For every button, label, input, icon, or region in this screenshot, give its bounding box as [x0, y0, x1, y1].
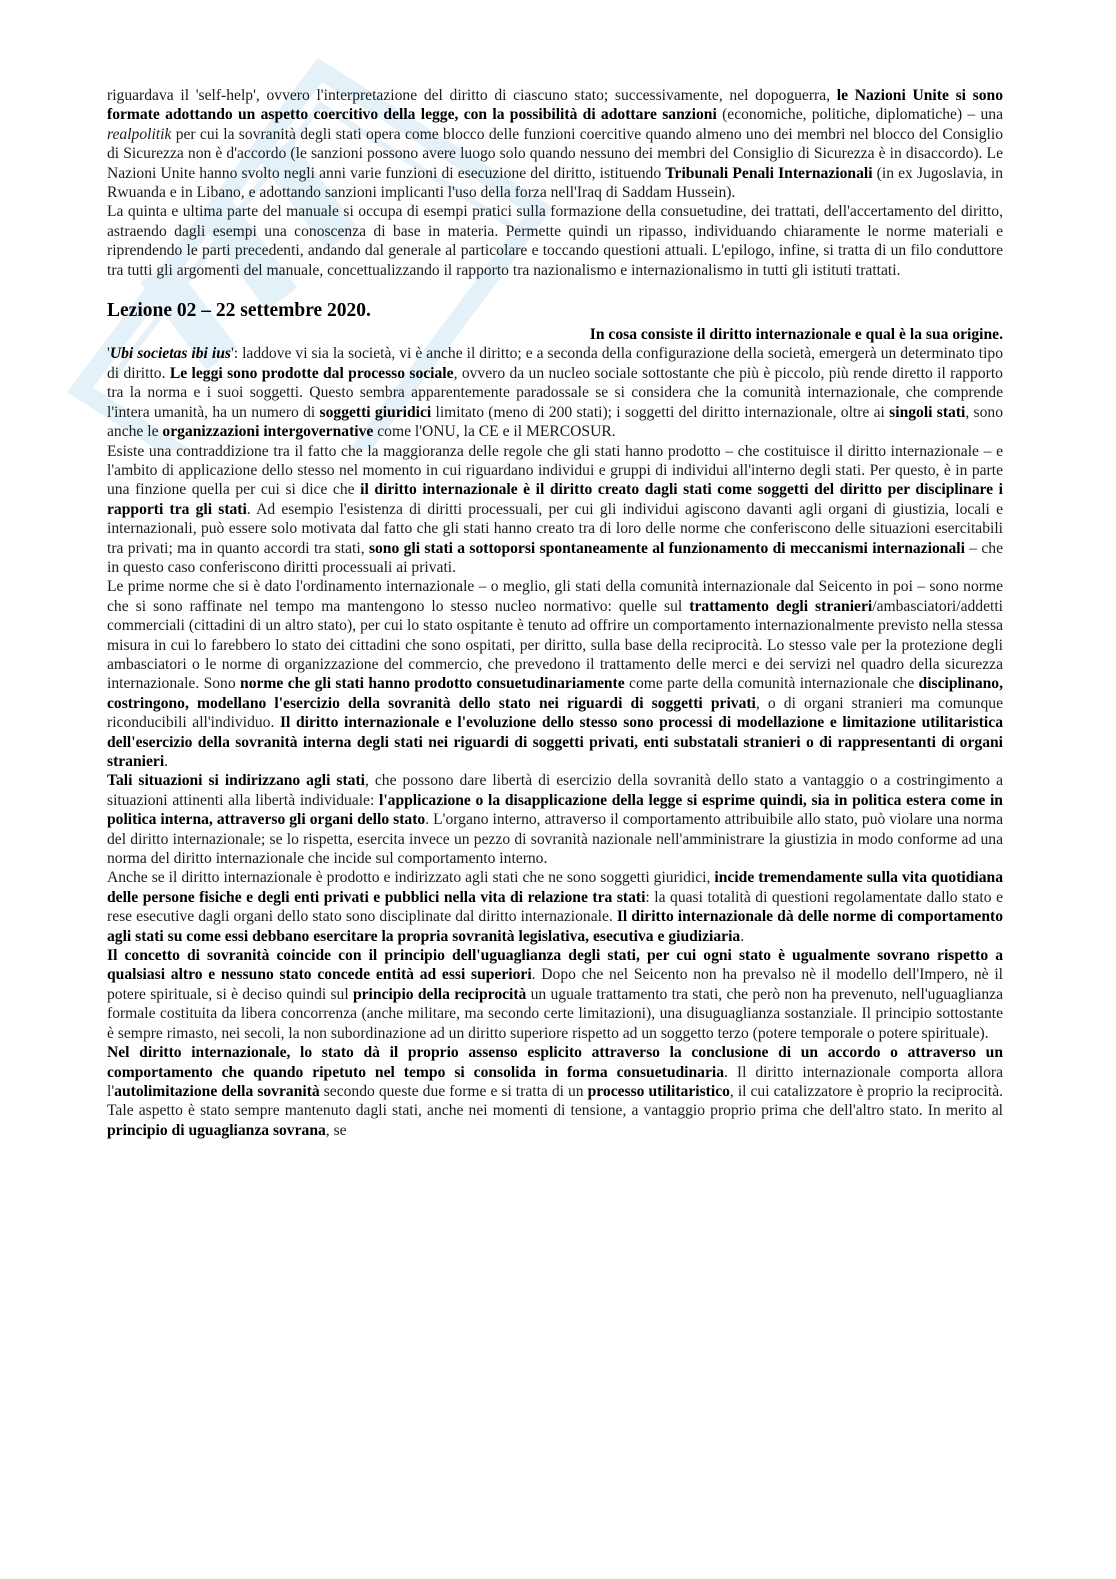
text-run: , sono anche le — [107, 403, 1004, 441]
bold-text: incide tremendamente sulla vita quotidiana delle persone fisiche e degli enti privati e pubblici nella vita di relazione tra stati — [107, 869, 1003, 906]
text-run: Anche se il diritto internazionale è prodotto e indirizzato agli stati che ne sono soggetti giuridici, — [107, 869, 715, 887]
text-run: per cui la sovranità degli stati opera come blocco delle funzioni coercitive quando almeno uno dei membri nel blocco del Consiglio di Sicurezza non è d'accordo (le sanzioni possono avere luogo solo quando nessuno dei membri del Consiglio di Sicurezza è in disaccordo). Le Nazioni Unite hanno svolto negli anni varie funzioni di esecuzione del diritto, istituendo — [107, 125, 1003, 182]
text-run: , o di organi stranieri ma comunque riconducibili all'individuo. — [107, 694, 1003, 732]
bold-text: Il diritto internazionale e l'evoluzione dello stesso sono processi di modellazione e limitazione utilitaristica dell'esercizio della sovranità interna degli stati nei riguardi di soggetti privati, enti substatali stranieri o di rappresentanti di organi stranieri — [107, 714, 1003, 770]
bold-text: trattamento degli stranieri — [689, 597, 873, 615]
bold-text: norme che gli stati hanno prodotto consuetudinariamente — [240, 675, 625, 693]
paragraph — [107, 868, 1003, 946]
lesson-heading: Lezione 02 – 22 settembre 2020. — [107, 300, 371, 322]
bold-text: disciplinano, costringono, modellano l'esercizio della sovranità dello stato nei riguardi di soggetti privati — [107, 675, 1004, 712]
section-heading: In cosa consiste il diritto internazionale e qual è la sua origine. — [589, 326, 1003, 344]
text-run: come l'ONU, la CE e il MERCOSUR. — [373, 423, 616, 441]
paragraph — [107, 946, 1003, 1043]
text-run: limitato (meno di 200 stati); i soggetti del diritto internazionale, oltre ai — [431, 403, 890, 421]
text-run: . Dopo che nel Seicento non ha prevalso nè il modello dell'Impero, nè il potere spirituale, si è deciso quindi sul — [107, 966, 1003, 1003]
text-run: . Ad esempio l'esistenza di diritti processuali, per cui gli individui agiscono davanti agli organi di giustizia, locali e internazionali, può essere solo motivata dal fatto che gli stati hanno creato tra di loro delle norme che conferiscono delle situazioni esercitabili tra privati; ma in quanto accordi tra stati, — [107, 500, 1003, 557]
intro-section — [107, 86, 1003, 280]
bold-italic-text — [110, 345, 231, 362]
paragraph — [107, 442, 1003, 578]
bold-text: singoli stati — [889, 403, 966, 421]
text-run: . Il diritto internazionale comporta allora l' — [107, 1063, 1003, 1100]
bold-text: il diritto internazionale è il diritto creato dagli stati come soggetti del diritto per disciplinare i rapporti tra gli stati — [107, 481, 1003, 518]
text-run: . L'organo interno, attraverso il comportamento attribuibile allo stato, può violare una norma del diritto internazionale; se lo rispetta, esercita invece un pezzo di sovranità nazionale nell'amministrare la giustizia in modo conforme ad una norma del diritto internazionale che incide sul comportamento interno. — [107, 811, 1003, 868]
text-run: riguardava il 'self-help', ovvero l'interpretazione del diritto di ciascuno stato; successivamente, nel dopoguerra, — [107, 87, 837, 104]
bold-text: Tali situazioni si indirizzano agli stati — [107, 772, 365, 790]
paragraph — [107, 771, 1003, 868]
bold-text: sono gli stati a sottoporsi spontaneamente al funzionamento di meccanismi internazionali — [368, 539, 965, 557]
text-run: Esiste una contraddizione tra il fatto che la maggioranza delle regole che gli stati hanno prodotto – che costituisce il diritto internazionale – e l'ambito di applicazione dello stesso nel momento in cui riguardano individui e gruppi di individui all'interno degli stati. Per questo, è in parte una finzione quella per cui si dice che — [107, 442, 1003, 499]
paragraph — [107, 86, 1003, 202]
paragraph — [107, 577, 1003, 771]
bold-text: soggetti giuridici — [319, 403, 432, 421]
text-run: , ovvero da un nucleo sociale sottostante che più è piccolo, più rende diretto il rapporto tra la norma e i suoi soggetti. Questo sembra apparentemente paradossale se si considera che la comunità internazionale, che comprende l'intera umanità, ha un numero di — [107, 364, 1003, 421]
bold-text: Il concetto di sovranità coincide con il principio dell'uguaglianza degli stati, per cui ogni stato è ugualmente sovrano rispetto a qualsiasi altro e nessuno stato concede entità ad essi superiori — [107, 947, 1003, 984]
text-run: un uguale trattamento tra stati, che però non ha prevenuto, nell'uguaglianza formale costituita da libera concorrenza (anche militare, ma secondo certe limitazioni), una disuguaglianza sostanziale. Il principio sottostante è sempre rimasto, nei secoli, la non subordinazione ad un diritto superiore rispetto ad un soggetto terzo (potere temporale o potere spirituale). — [107, 985, 1003, 1042]
text-run: – che in questo caso conferiscono diritti processuali ai privati. — [107, 539, 1003, 576]
text-run: La quinta e ultima parte del manuale si occupa di esempi pratici sulla formazione della consuetudine, dei trattati, dell'accertamento del diritto, astraendo dagli esempi una conoscenza di base in materia. Permette quindi un ripasso, individuando chiaramente le norme materiali e riprendendo le parti precedenti, andando dal generale al particolare e toccando questioni attuali. L'epilogo, infine, si tratta di un filo conduttore tra tutti gli argomenti del manuale, concettualizzando il rapporto tra nazionalismo e internazionalismo in tutti gli istituti trattati. — [107, 203, 1003, 279]
lesson-section — [107, 344, 1003, 1140]
text-run: Le prime norme che si è dato l'ordinamento internazionale – o meglio, gli stati della comunità internazionale dal Seicento in poi – sono norme che si sono raffinate nel tempo ma mantengono lo stesso nucleo normativo: quelle sul — [107, 578, 1003, 615]
paragraph — [107, 344, 1003, 441]
bold-text: autolimitazione della sovranità — [114, 1082, 320, 1100]
bold-text: processo utilitaristico — [587, 1082, 730, 1100]
bold-text: principio di uguaglianza sovrana — [107, 1121, 326, 1139]
text-run: . — [740, 927, 745, 945]
text-run: : la quasi totalità di questioni regolamentate dallo stato e rese esecutive dagli organi dello stato sono disciplinate dal diritto internazionale. — [107, 888, 1003, 926]
bold-text: l'applicazione o la disapplicazione della legge si esprime quindi, sia in politica estera come in politica interna, attraverso gli organi dello stato — [107, 791, 1003, 829]
bold-text: Tribunali Penali Internazionali — [665, 164, 873, 182]
text-run: . — [164, 753, 169, 770]
text-run: ': laddove vi sia la società, vi è anche il diritto; e a seconda della configurazione della società, emergerà un determinato tipo di diritto. — [107, 345, 1003, 382]
bold-text: Nel diritto internazionale, lo stato dà il proprio assenso esplicito attraverso la conclusione di un accordo o attraverso un comportamento che quando ripetuto nel tempo si consolida in forma consuetudinaria — [107, 1044, 1003, 1081]
text-run: , il cui catalizzatore è proprio la reciprocità. Tale aspetto è stato sempre mantenuto dagli stati, anche nei momenti di tensione, a vantaggio proprio prima che dell'altro stato. In merito al — [107, 1082, 1004, 1120]
text-run: (in ex Jugoslavia, in Rwuanda e in Libano, e adottando sanzioni implicanti l'uso della forza nell'Iraq di Saddam Hussein). — [107, 164, 1003, 202]
text-run: , se — [325, 1121, 347, 1139]
text-run: come parte della comunità internazionale che — [624, 675, 919, 693]
text-run: /ambasciatori/addetti commerciali (cittadini di un altro stato), per cui lo stato ospitante è tenuto ad offrire un comportamento internazionalmente previsto nella stessa misura in cui lo farebbero lo stato dei cittadini che sono ospitati, per diritto, sulla base della reciprocità. Lo stesso vale per la protezione degli ambasciatori o le norme di organizzazione del commercio, che prevedono il trattamento delle merci e dei servizi nel quadro della sicurezza internazionale. Sono — [107, 597, 1003, 693]
bold-text: Il diritto internazionale dà delle norme di comportamento agli stati su come essi debbano esercitare la propria sovranità legislativa, esecutiva e giudiziaria — [107, 908, 1003, 945]
paragraph — [107, 1043, 1003, 1140]
bold-text: le Nazioni Unite si sono formate adottando un aspetto coercitivo della legge, con la possibilità di adottare sanzioni — [107, 87, 1003, 124]
bold-text: Le leggi sono prodotte dal processo sociale — [169, 364, 454, 382]
text-run: ' — [107, 345, 110, 363]
text-run: (economiche, politiche, diplomatiche) – una — [716, 106, 1003, 124]
emphasis-text: Ubi societas ibi ius — [109, 345, 231, 363]
paragraph — [107, 202, 1003, 280]
italic-text: realpolitik — [107, 125, 172, 143]
bold-text: principio della reciprocità — [352, 985, 527, 1003]
text-run: secondo queste due forme e si tratta di un — [319, 1082, 588, 1100]
document-body — [107, 86, 1003, 1140]
text-run: , che possono dare libertà di esercizio della sovranità dello stato a vantaggio o a costringimento a situazioni attinenti alla libertà individuale: — [107, 772, 1003, 809]
bold-text: organizzazioni intergovernative — [162, 423, 374, 441]
